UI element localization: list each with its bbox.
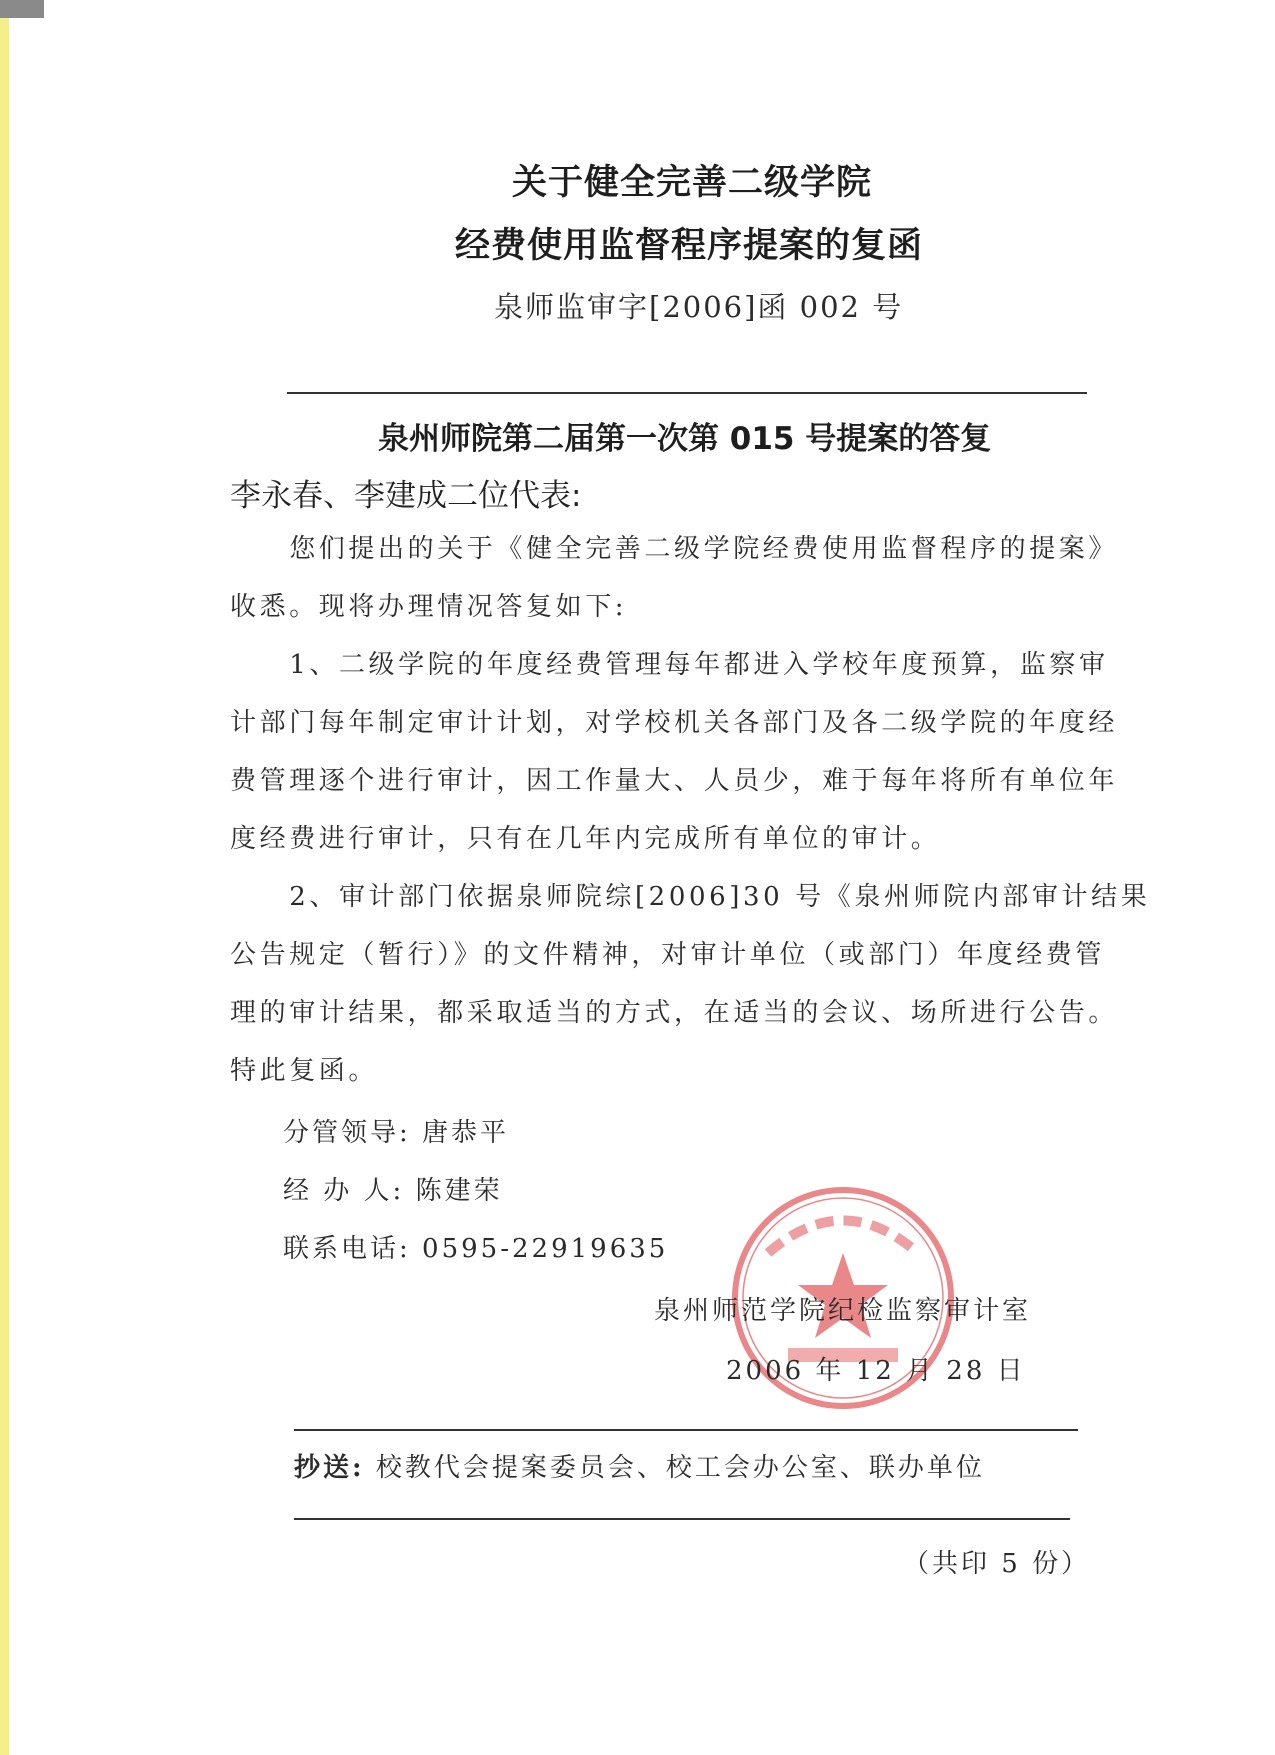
handler-row: [283, 1170, 503, 1207]
cc-recipients: 校教代会提案委员会、校工会办公室、联办单位: [375, 1453, 985, 1483]
paragraph-line: 度经费进行审计，只有在几年内完成所有单位的审计。: [230, 824, 941, 854]
handler-label: 经 办 人:: [283, 1176, 405, 1206]
document-number: 泉师监审字[2006]函 002 号: [494, 290, 904, 324]
paragraph-line: 2、审计部门依据泉师院综[2006]30 号《泉州师院内部审计结果: [230, 882, 1151, 912]
copies-count: （共印 5 份）: [903, 1549, 1091, 1579]
cc-top-rule: [294, 1429, 1078, 1431]
paragraph-line: 费管理逐个进行审计，因工作量大、人员少，难于每年将所有单位年: [230, 766, 1119, 796]
issue-date: 2006 年 12 月 28 日: [726, 1356, 1026, 1386]
cc-label: 抄送:: [294, 1453, 365, 1483]
body-paragraph-2: [230, 636, 1118, 868]
paragraph-line: 特此复函。: [230, 1056, 379, 1086]
cc-row: [294, 1447, 985, 1484]
leader-row: [283, 1112, 509, 1149]
title-line-1: 关于健全完善二级学院: [512, 163, 873, 203]
paragraph-line: 计部门每年制定审计计划，对学校机关各部门及各二级学院的年度经: [230, 708, 1119, 738]
paragraph-line: 理的审计结果，都采取适当的方式，在适当的会议、场所进行公告。: [230, 998, 1119, 1028]
addressee: 李永春、李建成二位代表:: [230, 478, 582, 514]
paragraph-line: 收悉。现将办理情况答复如下:: [230, 592, 628, 622]
phone-number: 0595-22919635: [422, 1234, 669, 1264]
leader-label: 分管领导:: [283, 1118, 411, 1148]
paragraph-line: 您们提出的关于《健全完善二级学院经费使用监督程序的提案》: [230, 534, 1119, 564]
paragraph-line: 1、二级学院的年度经费管理每年都进入学校年度预算，监察审: [230, 650, 1109, 680]
body-paragraph-3: [230, 868, 1150, 1100]
handler-name: 陈建荣: [415, 1176, 503, 1206]
scan-corner-mark: [0, 0, 44, 18]
paragraph-line: 公告规定（暂行）》的文件精神，对审计单位（或部门）年度经费管: [230, 940, 1106, 970]
title-line-2: 经费使用监督程序提案的复函: [455, 226, 924, 266]
cc-bottom-rule: [294, 1518, 1070, 1520]
phone-row: [283, 1228, 668, 1265]
body-paragraph-1: [230, 520, 1118, 636]
phone-label: 联系电话:: [283, 1234, 411, 1264]
reply-subtitle: 泉州师院第二届第一次第 015 号提案的答复: [378, 421, 992, 457]
issuing-office: 泉州师范学院纪检监察审计室: [654, 1296, 1032, 1326]
header-rule: [287, 392, 1087, 394]
leader-name: 唐恭平: [422, 1118, 510, 1148]
scan-edge: [0, 0, 9, 1755]
